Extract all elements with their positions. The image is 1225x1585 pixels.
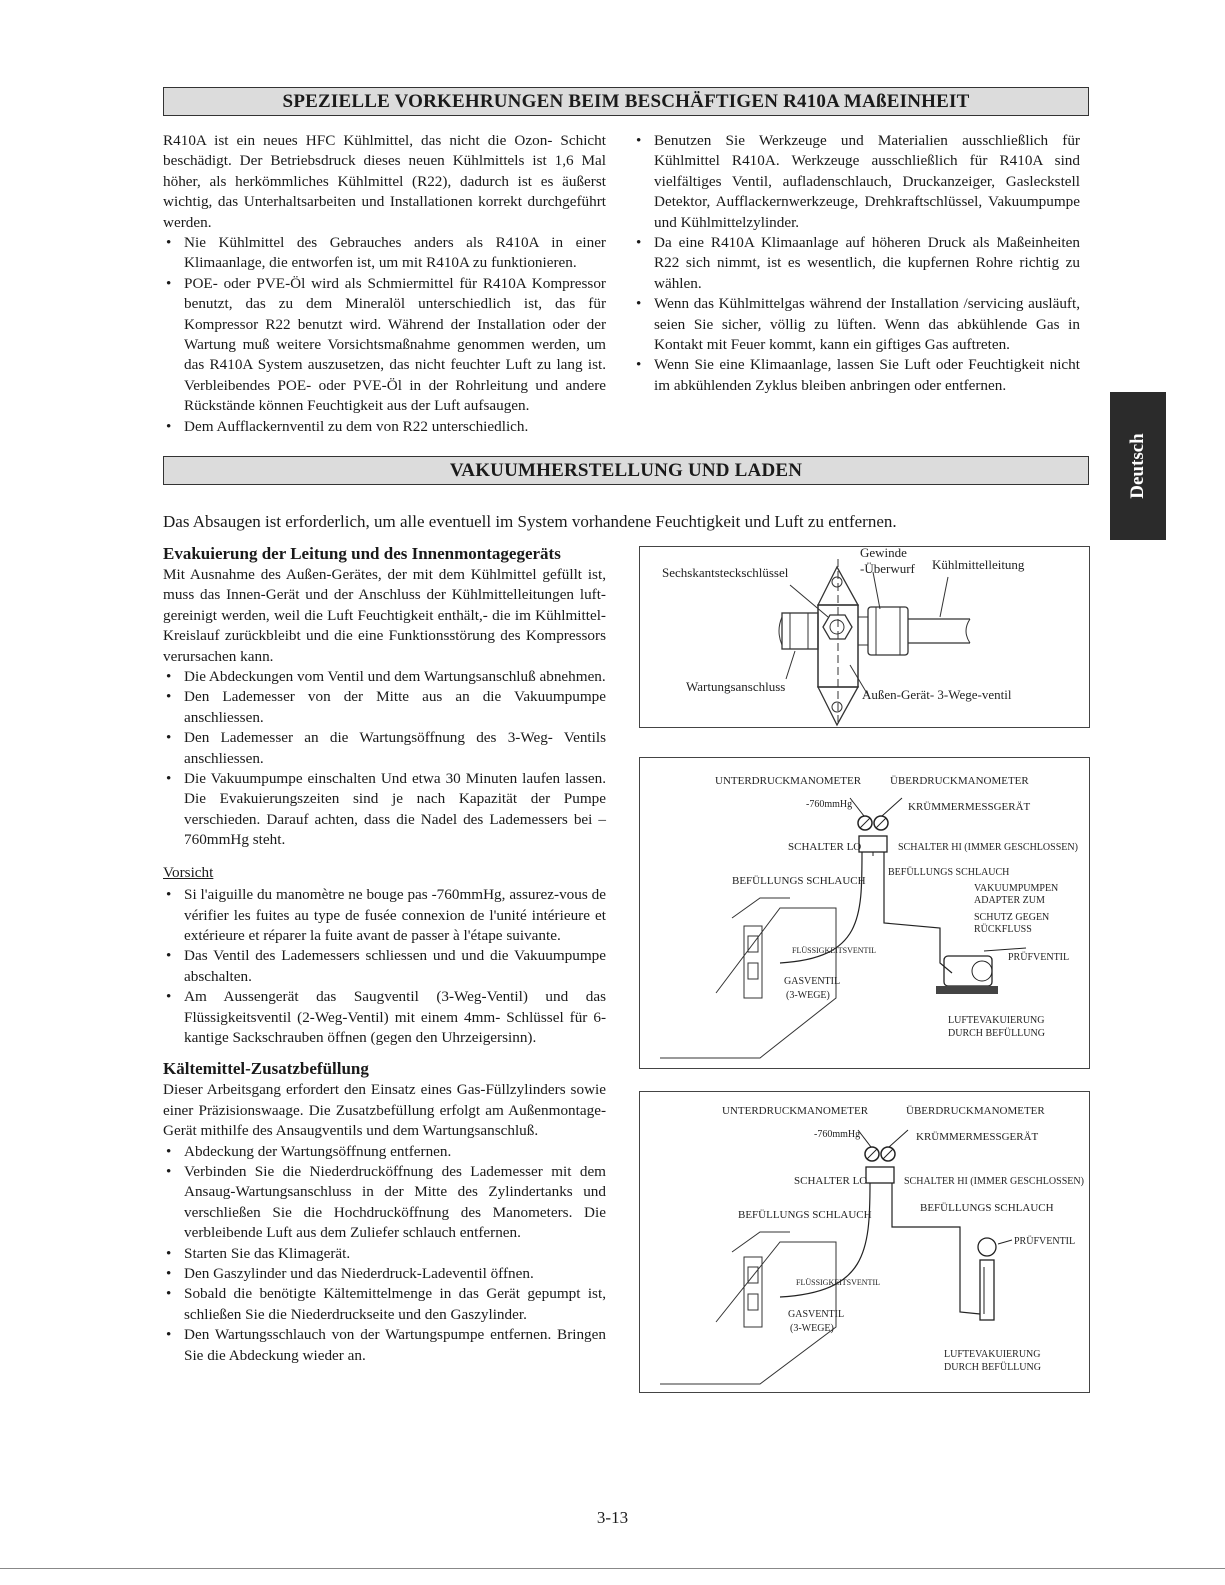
list-item: • Abdeckung der Wartungsöffnung entfernen. (163, 1142, 606, 1162)
language-tab (1110, 392, 1166, 540)
list-item: • Si l'aiguille du manomètre ne bouge pas -760mmHg, assurez-vous de vérifier les fuites au type de fusée connexion de l'unité intérieure et extérieure et réparer la fuite avant de passer à l'étape suivante. (163, 885, 606, 946)
label-schalter-hi: SCHALTER HI (IMMER GESCHLOSSEN) (904, 1176, 1084, 1187)
label-3wege: (3-WEGE) (790, 1323, 834, 1334)
section-title-r410a: SPEZIELLE VORKEHRUNGEN BEIM BESCHÄFTIGEN R410A MAßEINHEIT (163, 87, 1089, 116)
label-pruefventil: PRÜFVENTIL (1014, 1236, 1076, 1247)
label-ventil: Außen-Gerät- 3-Wege-ventil (862, 687, 1012, 702)
language-tab-label: Deutsch (1127, 433, 1148, 499)
label-unterdruck: UNTERDRUCKMANOMETER (715, 775, 862, 787)
label-schlauch-left: BEFÜLLUNGS SCHLAUCH (732, 875, 866, 887)
list-item: • Die Abdeckungen vom Ventil und dem Wartungsanschluß abnehmen. (163, 667, 606, 687)
label-hexkey: Sechskantsteckschlüssel (662, 565, 789, 580)
evac-text: Mit Ausnahme des Außen-Gerätes, der mit dem Kühlmittel gefüllt ist, muss das Innen-Gerät und der Anschluss der Kühlmittelleitungen luft-gereinigt werden, weil die Luft Feuchtigkeit enthält,- die im Kühlmittel-Kreislauf zurückbleibt und die eine Funktionsstörung des Kompressors verursachen kann. (163, 566, 606, 665)
list-item: • Benutzen Sie Werkzeuge und Materialien ausschließlich für Kühlmittel R410A. Werkzeuge ausschließlich für R410A sind vielfältiges Ventil, aufladenschlauch, Druckanzeiger, Gasleckstell Detektor, Aufflackernwerkzeuge, Drehkraftschlüssel, Vakuumpumpe und Kühlmittelzylinder. (633, 131, 1080, 233)
label-unterdruck: UNTERDRUCKMANOMETER (722, 1105, 869, 1117)
label-3wege: (3-WEGE) (786, 990, 830, 1001)
label-ueberwurf: -Überwurf (860, 561, 915, 576)
list-item: • Den Gaszylinder und das Niederdruck-Ladeventil öffnen. (163, 1264, 606, 1284)
label-schlauch-right: BEFÜLLUNGS SCHLAUCH (888, 867, 1010, 878)
figure-valve-diagram (639, 546, 1090, 728)
list-item: • Verbinden Sie die Niederdrucköffnung des Lademesser mit dem Ansaug-Wartungsanschluss in der Mitte des Zylindertanks und verschließen Sie die Hochdrucköffnung des Manometers. Die verbleibende Luft aus dem Zuliefer schlauch entfernen. (163, 1162, 606, 1244)
label-schalter-lo: SCHALTER LO (794, 1175, 868, 1187)
label-ueberdruck: ÜBERDRUCKMANOMETER (890, 775, 1029, 787)
label-vakuum-1: VAKUUMPUMPEN (974, 883, 1059, 894)
label-fluessig: FLÜSSIGKEITSVENTIL (796, 1278, 880, 1287)
vakuum-intro: Das Absaugen ist erforderlich, um alle eventuell im System vorhandene Feuchtigkeit und Luft zu entfernen. (163, 512, 897, 531)
figure-gas-cylinder (639, 1091, 1090, 1393)
label-mmhg: -760mmHg (814, 1129, 861, 1140)
list-item: • Starten Sie das Klimagerät. (163, 1244, 606, 1264)
list-item: • Den Lademesser an die Wartungsöffnung des 3-Weg- Ventils anschliessen. (163, 728, 606, 769)
vorsicht-label: Vorsicht (163, 863, 214, 881)
label-luft-1: LUFTEVAKUIERUNG (948, 1015, 1045, 1026)
r410a-left-column (163, 131, 606, 437)
label-kruemmer: KRÜMMERMESSGERÄT (916, 1131, 1039, 1143)
list-item: • POE- oder PVE-Öl wird als Schmiermittel für R410A Kompressor benutzt, das zu dem Mineralöl unterschiedlich ist, das für Kompressor R22 benutzt wird. Während der Installation oder der Wartung muß weitere Vorsichtsmaßnahme genommen werden, um das R410A System auszusetzen, das nicht feuchter Luft zu lang ist. Verbleibendes POE- oder PVE-Öl in der Rohrleitung und andere Rückstände können Feuchtigkeit aus der Luft aufsaugen. (163, 274, 606, 417)
charge-text: Dieser Arbeitsgang erfordert den Einsatz eines Gas-Füllzylinders sowie einer Präzisionswaage. Die Zusatzbefüllung erfolgt am Außenmontage-Gerät mithilfe des Ansaugventils und dem Wartungsanschluß. (163, 1081, 606, 1140)
r410a-right-column (633, 131, 1080, 396)
label-kruemmer: KRÜMMERMESSGERÄT (908, 801, 1031, 813)
evac-heading: Evakuierung der Leitung und des Innenmontagegeräts (163, 544, 561, 563)
label-gasventil: GASVENTIL (784, 976, 841, 987)
label-luft-2: DURCH BEFÜLLUNG (948, 1028, 1045, 1039)
bottom-divider (0, 1568, 1225, 1569)
label-ueberdruck: ÜBERDRUCKMANOMETER (906, 1105, 1045, 1117)
page-number: 3-13 (596, 1508, 629, 1527)
label-gasventil: GASVENTIL (788, 1309, 845, 1320)
label-vakuum-2: ADAPTER ZUM (974, 895, 1045, 906)
list-item: • Am Aussengerät das Saugventil (3-Weg-Ventil) und das Flüssigkeitsventil (2-Weg-Ventil) mit einem 4mm- Schlüssel für 6-kantige Sackschrauben öffnen (gegen den Uhrzeigersinn). (163, 987, 606, 1048)
label-fluessig: FLÜSSIGKEITSVENTIL (792, 946, 876, 955)
label-wartung: Wartungsanschluss (686, 679, 786, 694)
list-item: • Wenn das Kühlmittelgas während der Installation /servicing ausläuft, seien Sie sicher, völlig zu lüften. Wenn das abkühlende Gas in Kontakt mit Feuer kommt, kann ein giftiges Gas auftreten. (633, 294, 1080, 355)
label-schalter-hi: SCHALTER HI (IMMER GESCHLOSSEN) (898, 842, 1078, 853)
label-luft-2: DURCH BEFÜLLUNG (944, 1362, 1041, 1373)
label-luft-1: LUFTEVAKUIERUNG (944, 1349, 1041, 1360)
list-item: • Nie Kühlmittel des Gebrauches anders als R410A in einer Klimaanlage, die entworfen ist, um mit R410A zu funktionieren. (163, 233, 606, 274)
label-schalter-lo: SCHALTER LO (788, 841, 862, 853)
label-gewinde: Gewinde (860, 547, 907, 560)
label-schlauch-left: BEFÜLLUNGS SCHLAUCH (738, 1209, 872, 1221)
section-title-vakuum: VAKUUMHERSTELLUNG UND LADEN (163, 456, 1089, 485)
evac-list (163, 667, 606, 851)
list-item: • Sobald die benötigte Kältemittelmenge in das Gerät gepumpt ist, schließen Sie die Niederdruckseite und den Gaszylinder. (163, 1284, 606, 1325)
list-item: • Die Vakuumpumpe einschalten Und etwa 30 Minuten laufen lassen. Die Evakuierungszeiten sind je nach Kapazität der Pumpe verschieden. Darauf achten, dass die Nadel des Lademessers bei –760mmHg steht. (163, 769, 606, 851)
list-item: • Das Ventil des Lademessers schliessen und und die Vakuumpumpe abschalten. (163, 946, 606, 987)
list-item: • Den Wartungsschlauch von der Wartungspumpe entfernen. Bringen Sie die Abdeckung wieder an. (163, 1325, 606, 1366)
figure-vacuum-pump (639, 757, 1090, 1069)
label-leitung: Kühlmittelleitung (932, 557, 1025, 572)
list-item: • Wenn Sie eine Klimaanlage, lassen Sie Luft oder Feuchtigkeit nicht im abkühlenden Zyklus bleiben anbringen oder entfernen. (633, 355, 1080, 396)
valve-diagram-svg (640, 547, 1091, 729)
gas-cylinder-svg (640, 1092, 1091, 1394)
label-pruefventil: PRÜFVENTIL (1008, 952, 1070, 963)
charge-heading: Kältemittel-Zusatzbefüllung (163, 1059, 369, 1079)
r410a-intro: R410A ist ein neues HFC Kühlmittel, das nicht die Ozon- Schicht beschädigt. Der Betriebsdruck dieses neuen Kühlmittels ist 1,6 Mal höher, als herkömmliches Kühlmittel (R22), dadurch ist es äußerst wichtig, das Unterhaltsarbeiten und Installationen korrekt durchgeführt werden. (163, 132, 606, 231)
vakuum-left-column (163, 541, 606, 1366)
label-schutz-1: SCHUTZ GEGEN (974, 912, 1050, 923)
r410a-left-list (163, 233, 606, 437)
label-schutz-2: RÜCKFLUSS (974, 924, 1032, 935)
vorsicht-list (163, 885, 606, 1048)
label-schlauch-right: BEFÜLLUNGS SCHLAUCH (920, 1202, 1054, 1214)
label-mmhg: -760mmHg (806, 799, 853, 810)
list-item: • Da eine R410A Klimaanlage auf höheren Druck als Maßeinheiten R22 sich nimmt, ist es wesentlich, die kupfernen Rohre richtig zu wählen. (633, 233, 1080, 294)
r410a-right-list (633, 131, 1080, 396)
charge-list (163, 1142, 606, 1366)
list-item: • Dem Aufflackernventil zu dem von R22 unterschiedlich. (163, 417, 606, 437)
list-item: • Den Lademesser von der Mitte aus an die Vakuumpumpe anschliessen. (163, 687, 606, 728)
vacuum-pump-svg (640, 758, 1091, 1070)
